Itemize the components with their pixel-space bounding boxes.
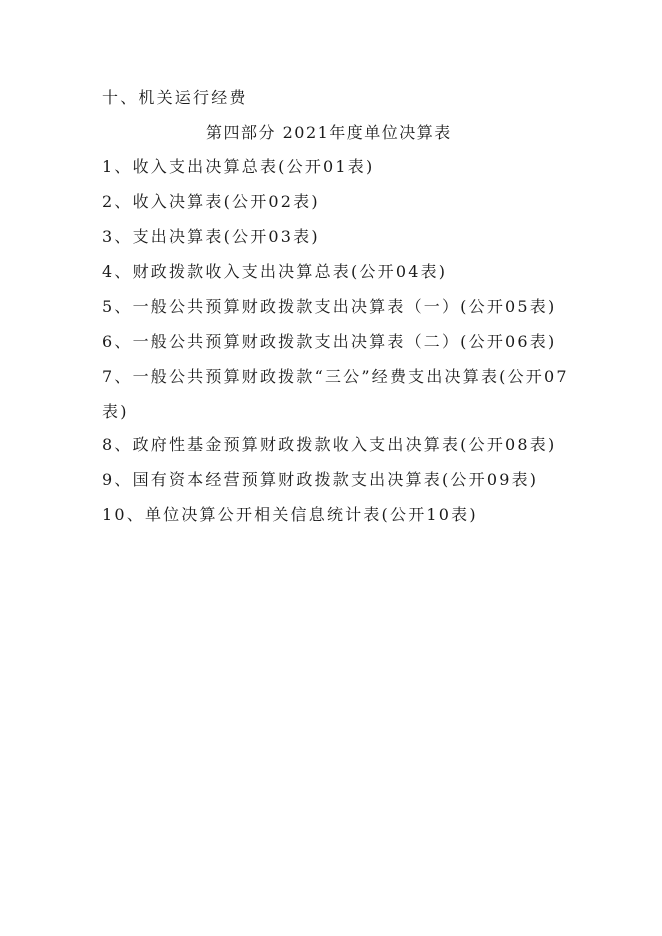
list-item: 3、支出决算表(公开03表) <box>102 227 320 246</box>
list-item: 1、收入支出决算总表(公开01表) <box>102 157 375 176</box>
section-title: 第四部分 2021年度单位决算表 <box>206 123 452 142</box>
list-item: 5、一般公共预算财政拨款支出决算表（一）(公开05表) <box>102 297 557 316</box>
heading-item: 十、机关运行经费 <box>102 88 248 107</box>
list-item: 8、政府性基金预算财政拨款收入支出决算表(公开08表) <box>102 435 557 454</box>
list-item: 4、财政拨款收入支出决算总表(公开04表) <box>102 262 448 281</box>
list-item: 7、一般公共预算财政拨款“三公”经费支出决算表(公开07表) <box>102 367 569 421</box>
list-item: 10、单位决算公开相关信息统计表(公开10表) <box>102 505 478 524</box>
list-item: 6、一般公共预算财政拨款支出决算表（二）(公开06表) <box>102 332 557 351</box>
list-item: 9、国有资本经营预算财政拨款支出决算表(公开09表) <box>102 470 539 489</box>
list-item: 2、收入决算表(公开02表) <box>102 192 320 211</box>
